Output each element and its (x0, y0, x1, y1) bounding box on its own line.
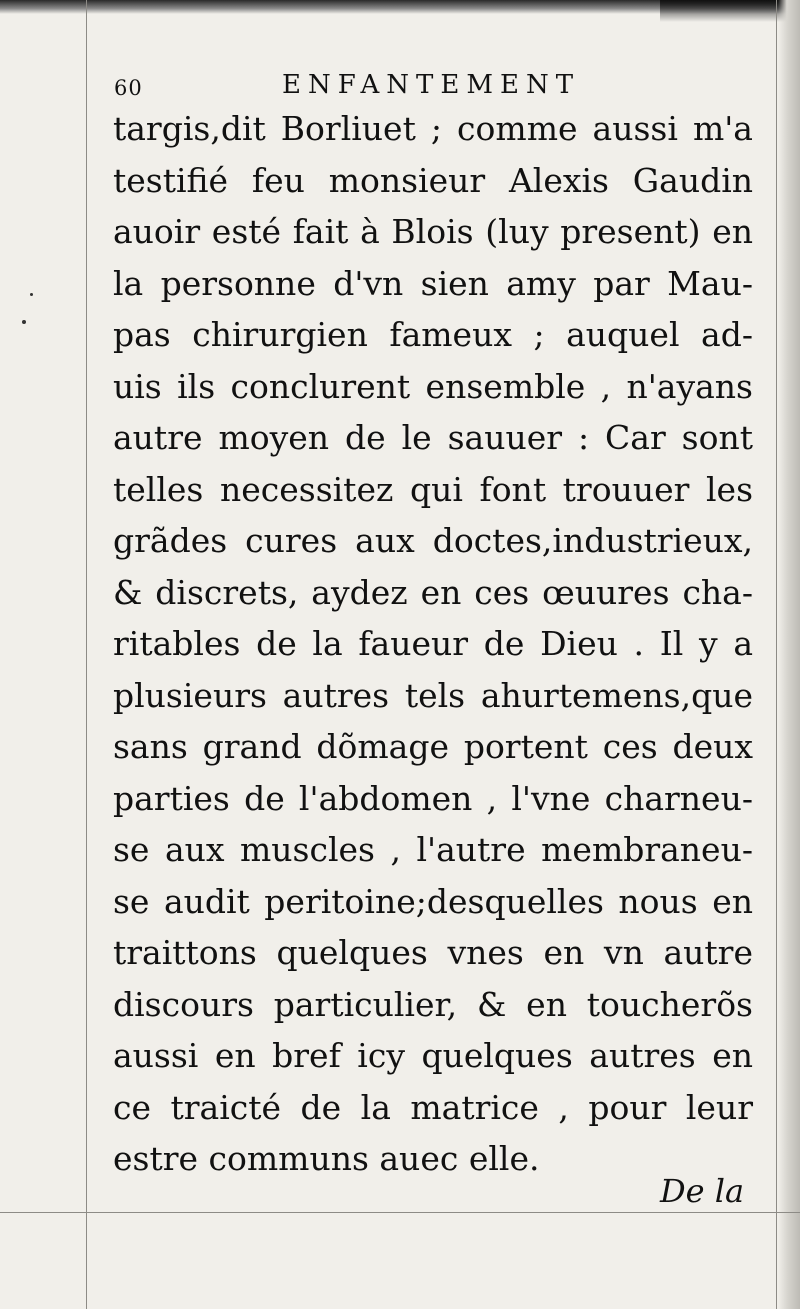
running-head-title: ENFANTEMENT (282, 70, 581, 100)
text-line: autre moyen de le sauuer : Car sont (113, 418, 753, 457)
text-line: & discrets, aydez en ces œuures cha- (113, 572, 753, 612)
text-line: ritables de la faueur de Dieu . Il y a (113, 624, 753, 663)
text-line: grãdes cures aux doctes,industrieux, (113, 521, 753, 560)
text-line-last: estre communs auec elle. (113, 1139, 540, 1178)
text-line: telles necessitez qui font trouuer les (113, 469, 753, 509)
page-number: 60 (114, 76, 143, 100)
left-margin-rule (86, 0, 87, 1309)
text-line: uis ils conclurent ensemble , n'ayans (113, 366, 753, 406)
text-line: traittons quelques vnes en vn autre (113, 933, 753, 972)
body-text (113, 103, 763, 1185)
bottom-margin-rule (0, 1212, 800, 1213)
text-line: se aux muscles , l'autre membraneu- (113, 830, 753, 869)
ink-speck (22, 320, 26, 324)
page-right-edge (778, 0, 800, 1309)
ink-speck (30, 293, 33, 296)
text-line: sans grand dõmage portent ces deux (113, 727, 753, 766)
catchword: De la (660, 1172, 745, 1210)
text-line: pas chirurgien fameux ; auquel ad- (113, 315, 753, 354)
running-head (114, 70, 634, 100)
text-line: testifié feu monsieur Alexis Gaudin (113, 160, 753, 200)
text-line: plusieurs autres tels ahurtemens,que (113, 675, 753, 715)
text-line: aussi en bref icy quelques autres en (113, 1036, 753, 1075)
text-line: la personne d'vn sien amy par Mau- (113, 263, 753, 303)
text-line: auoir esté fait à Blois (luy present) en (113, 212, 753, 251)
right-margin-rule (776, 0, 777, 1309)
text-line: se audit peritoine;desquelles nous en (113, 881, 753, 921)
text-line: parties de l'abdomen , l'vne charneu- (113, 778, 753, 818)
text-line: targis,dit Borliuet ; comme aussi m'a (113, 109, 753, 148)
text-line: ce traicté de la matrice , pour leur (113, 1087, 753, 1127)
text-line: discours particulier, & en toucherõs (113, 984, 753, 1024)
